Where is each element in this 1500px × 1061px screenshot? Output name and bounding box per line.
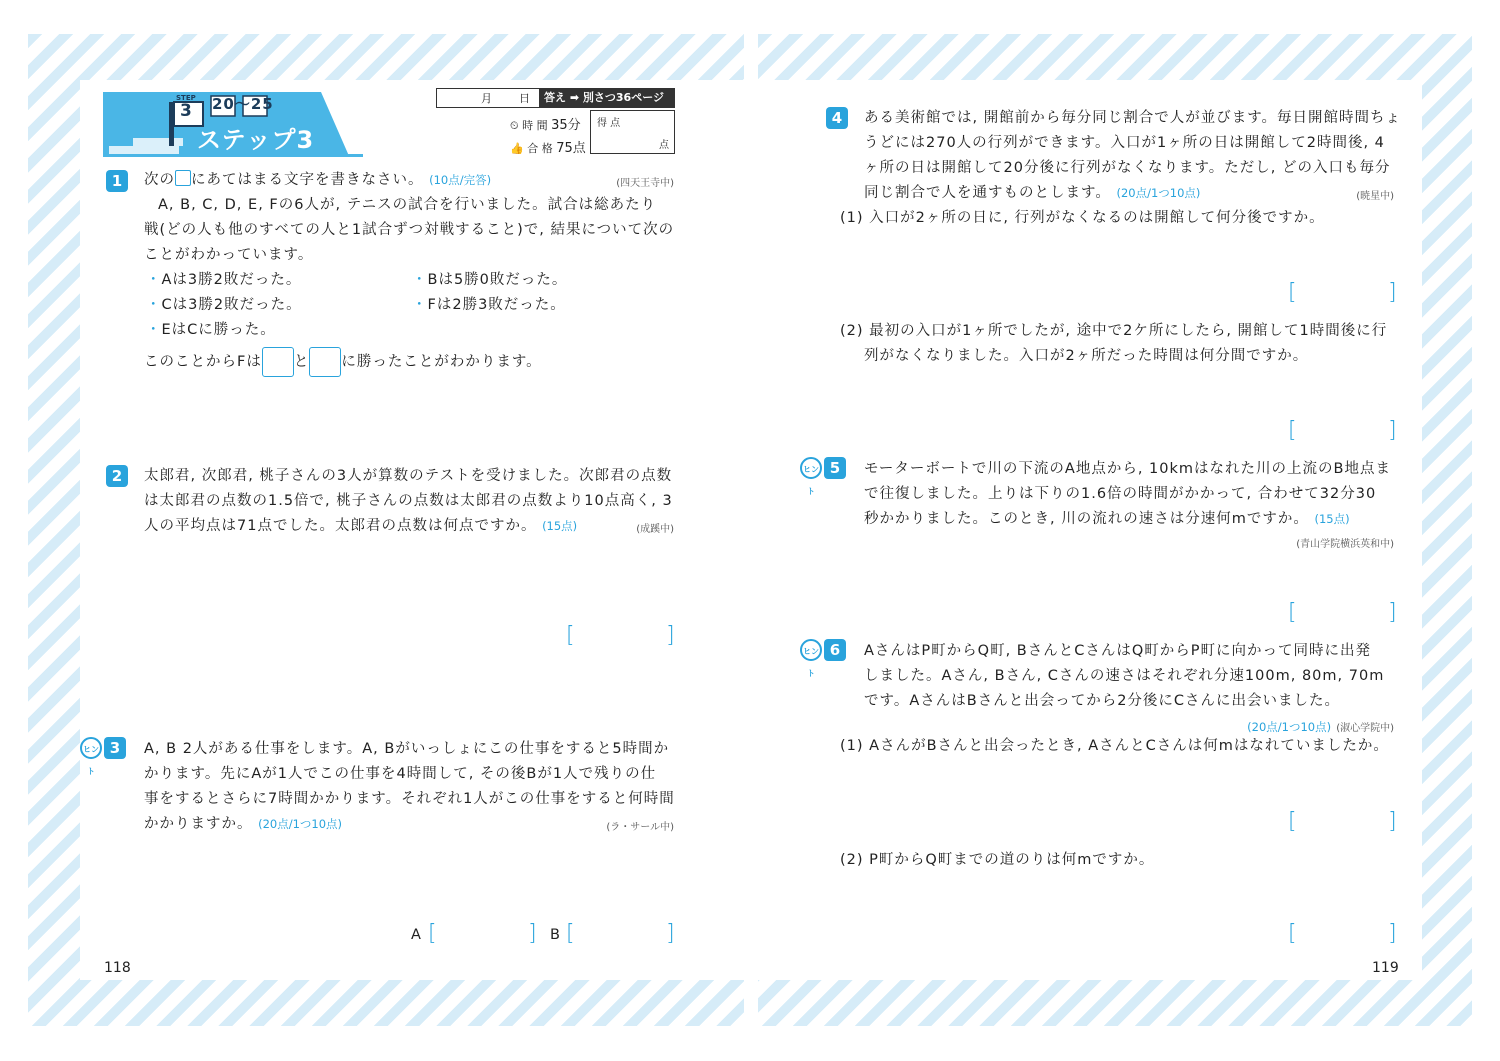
question-3-line-3: 事をするとさらに7時間かかります。それぞれ1人がこの仕事をすると何時間	[144, 791, 675, 807]
answer-bracket-close: ]	[1388, 809, 1397, 834]
question-2-number: 2	[106, 465, 128, 487]
question-3-heading: ヒント3	[80, 737, 126, 759]
question-2-line-2: は太郎君の点数の1.5倍で, 桃子さんの点数は太郎君の点数より10点高く, 3	[144, 493, 673, 509]
question-1-number: 1	[106, 170, 128, 192]
question-5-line-1: モーターボートで川の下流のA地点から, 10kmはなれた川の上流のB地点ま	[864, 461, 1391, 477]
answer-bracket-open: [	[428, 921, 437, 946]
condition-item: ・Cは3勝2敗だった。	[146, 297, 302, 313]
step-small-label: STEP	[176, 94, 196, 102]
answer-box-2[interactable]	[309, 347, 341, 377]
answer-bracket-close: ]	[666, 623, 675, 648]
answer-field-q6-2[interactable]	[1304, 920, 1384, 948]
question-3-line-1: A, B 2人がある仕事をします。A, Bがいっしょにこの仕事をすると5時間か	[144, 741, 670, 757]
answer-bracket-open: [	[566, 921, 575, 946]
condition-item: ・Fは2勝3敗だった。	[412, 297, 566, 313]
answer-field-q4-2[interactable]	[1304, 417, 1384, 445]
thumbs-up-icon: 👍	[510, 142, 524, 155]
pass-score: 👍 合 格 75点	[510, 141, 586, 156]
question-4-line-2: うどには270人の行列ができます。入口が1ヶ所の日は開館して2時間後, 4	[864, 135, 1385, 151]
condition-item: ・Bは5勝0敗だった。	[412, 272, 568, 288]
question-1-line-1: A, B, C, D, E, Fの6人が, テニスの試合を行いました。試合は総あたり	[158, 197, 657, 213]
question-6-heading: ヒント6	[800, 639, 846, 661]
answer-label-b: B	[550, 927, 561, 943]
answer-bracket-open: [	[1288, 280, 1297, 305]
answer-field-q3-b[interactable]	[582, 920, 662, 948]
answer-bracket-close: ]	[1388, 921, 1397, 946]
question-4-sub-2-line-2: 列がなくなりました。入口が2ヶ所だった時間は何分間ですか。	[864, 348, 1309, 364]
question-4-sub-1: (1) 入口が2ヶ所の日に, 行列がなくなるのは開館して何分後ですか。	[840, 210, 1325, 226]
question-5-source: (青山学院横浜英和中)	[1296, 539, 1394, 550]
question-1-line-2: 戦(どの人も他のすべての人と1試合ずつ対戦すること)で, 結果について次の	[144, 222, 675, 238]
question-4-sub-2-line-1: (2) 最初の入口が1ヶ所でしたが, 途中で2ケ所にしたら, 開館して1時間後に行	[840, 323, 1388, 339]
question-2-line-1: 太郎君, 次郎君, 桃子さんの3人が算数のテストを受けました。次郎君の点数	[144, 468, 673, 484]
answer-bracket-close: ]	[666, 921, 675, 946]
blank-box-icon	[175, 170, 191, 186]
page-number-left: 118	[104, 960, 131, 976]
step-range: 20～25	[212, 95, 274, 113]
question-5-heading: ヒント5	[800, 457, 846, 479]
question-3-line-2: かります。先にAが1人でこの仕事を4時間して, その後Bが1人で残りの仕	[144, 766, 657, 782]
question-1-source: (四天王寺中)	[616, 178, 674, 189]
answer-bracket-open: [	[1288, 418, 1297, 443]
clock-icon: ⏲	[510, 119, 519, 132]
answer-bracket-close: ]	[1388, 600, 1397, 625]
answer-bracket-close: ]	[528, 921, 537, 946]
condition-item: ・Aは3勝2敗だった。	[146, 272, 302, 288]
answer-field-q4-1[interactable]	[1304, 279, 1384, 307]
answer-bracket-open: [	[1288, 600, 1297, 625]
answer-field-q2[interactable]	[582, 622, 662, 650]
answer-reference: 答え ➡ 別さつ36ページ	[540, 88, 675, 108]
answer-bracket-close: ]	[1388, 418, 1397, 443]
question-6-line-2: しました。Aさん, Bさん, Cさんの速さはそれぞれ分速100m, 80m, 70m	[864, 668, 1385, 684]
answer-field-q3-a[interactable]	[444, 920, 524, 948]
question-1-conclusion: このことからFは と に勝ったことがわかります。	[144, 347, 542, 377]
condition-item: ・EはCに勝った。	[146, 322, 276, 338]
answer-bracket-open: [	[1288, 809, 1297, 834]
question-1-prompt: 次の にあてはまる文字を書きなさい。 (10点/完答)	[144, 172, 492, 188]
answer-field-q6-1[interactable]	[1304, 808, 1384, 836]
answer-box-1[interactable]	[262, 347, 294, 377]
score-box[interactable]: 得 点 点	[590, 110, 675, 154]
question-4-line-1: ある美術館では, 開館前から毎分同じ割合で人が並びます。毎日開館時間ちょ	[864, 110, 1402, 126]
answer-label-a: A	[411, 927, 422, 943]
hint-icon: ヒント	[80, 737, 102, 759]
question-6-line-1: AさんはP町からQ町, BさんとCさんはQ町からP町に向かって同時に出発	[864, 643, 1372, 659]
question-6-sub-2: (2) P町からQ町までの道のりは何mですか。	[840, 852, 1155, 868]
hint-icon: ヒント	[800, 639, 822, 661]
step-title: ステップ3	[197, 126, 315, 154]
answer-bracket-close: ]	[1388, 280, 1397, 305]
question-4-line-3: ヶ所の日は開館して20分後に行列がなくなります。ただし, どの入口も毎分	[864, 160, 1391, 176]
page-number-right: 119	[1372, 960, 1399, 976]
answer-bracket-open: [	[566, 623, 575, 648]
question-4-line-4: 同じ割合で人を通すものとします。 (20点/1つ10点)	[864, 185, 1201, 201]
question-6-sub-1: (1) AさんがBさんと出会ったとき, AさんとCさんは何mはなれていましたか。	[840, 738, 1389, 754]
question-3-source: (ラ・サール中)	[606, 822, 674, 833]
question-5-line-2: で往復しました。上りは下りの1.6倍の時間がかかって, 合わせて32分30	[864, 486, 1377, 502]
question-4-number: 4	[826, 107, 848, 129]
answer-field-q5[interactable]	[1304, 599, 1384, 627]
time-limit: ⏲ 時 間 35分	[510, 118, 581, 133]
question-1-line-3: ことがわかっています。	[144, 247, 314, 263]
question-2-source: (成蹊中)	[636, 524, 674, 535]
step-number: 3	[180, 101, 192, 121]
question-6-line-3: です。AさんはBさんと出会ってから2分後にCさんに出会いました。	[864, 693, 1341, 709]
question-6-meta: (20点/1つ10点) (淑心学院中)	[1247, 720, 1394, 734]
question-3-line-4: かかりますか。 (20点/1つ10点)	[144, 816, 343, 832]
answer-bracket-open: [	[1288, 921, 1297, 946]
question-4-source: (暁星中)	[1356, 191, 1394, 202]
question-5-line-3: 秒かかりました。このとき, 川の流れの速さは分速何mですか。 (15点)	[864, 511, 1350, 527]
date-box: 月 日	[436, 88, 540, 108]
question-2-line-3: 人の平均点は71点でした。太郎君の点数は何点ですか。 (15点)	[144, 518, 578, 534]
hint-icon: ヒント	[800, 457, 822, 479]
